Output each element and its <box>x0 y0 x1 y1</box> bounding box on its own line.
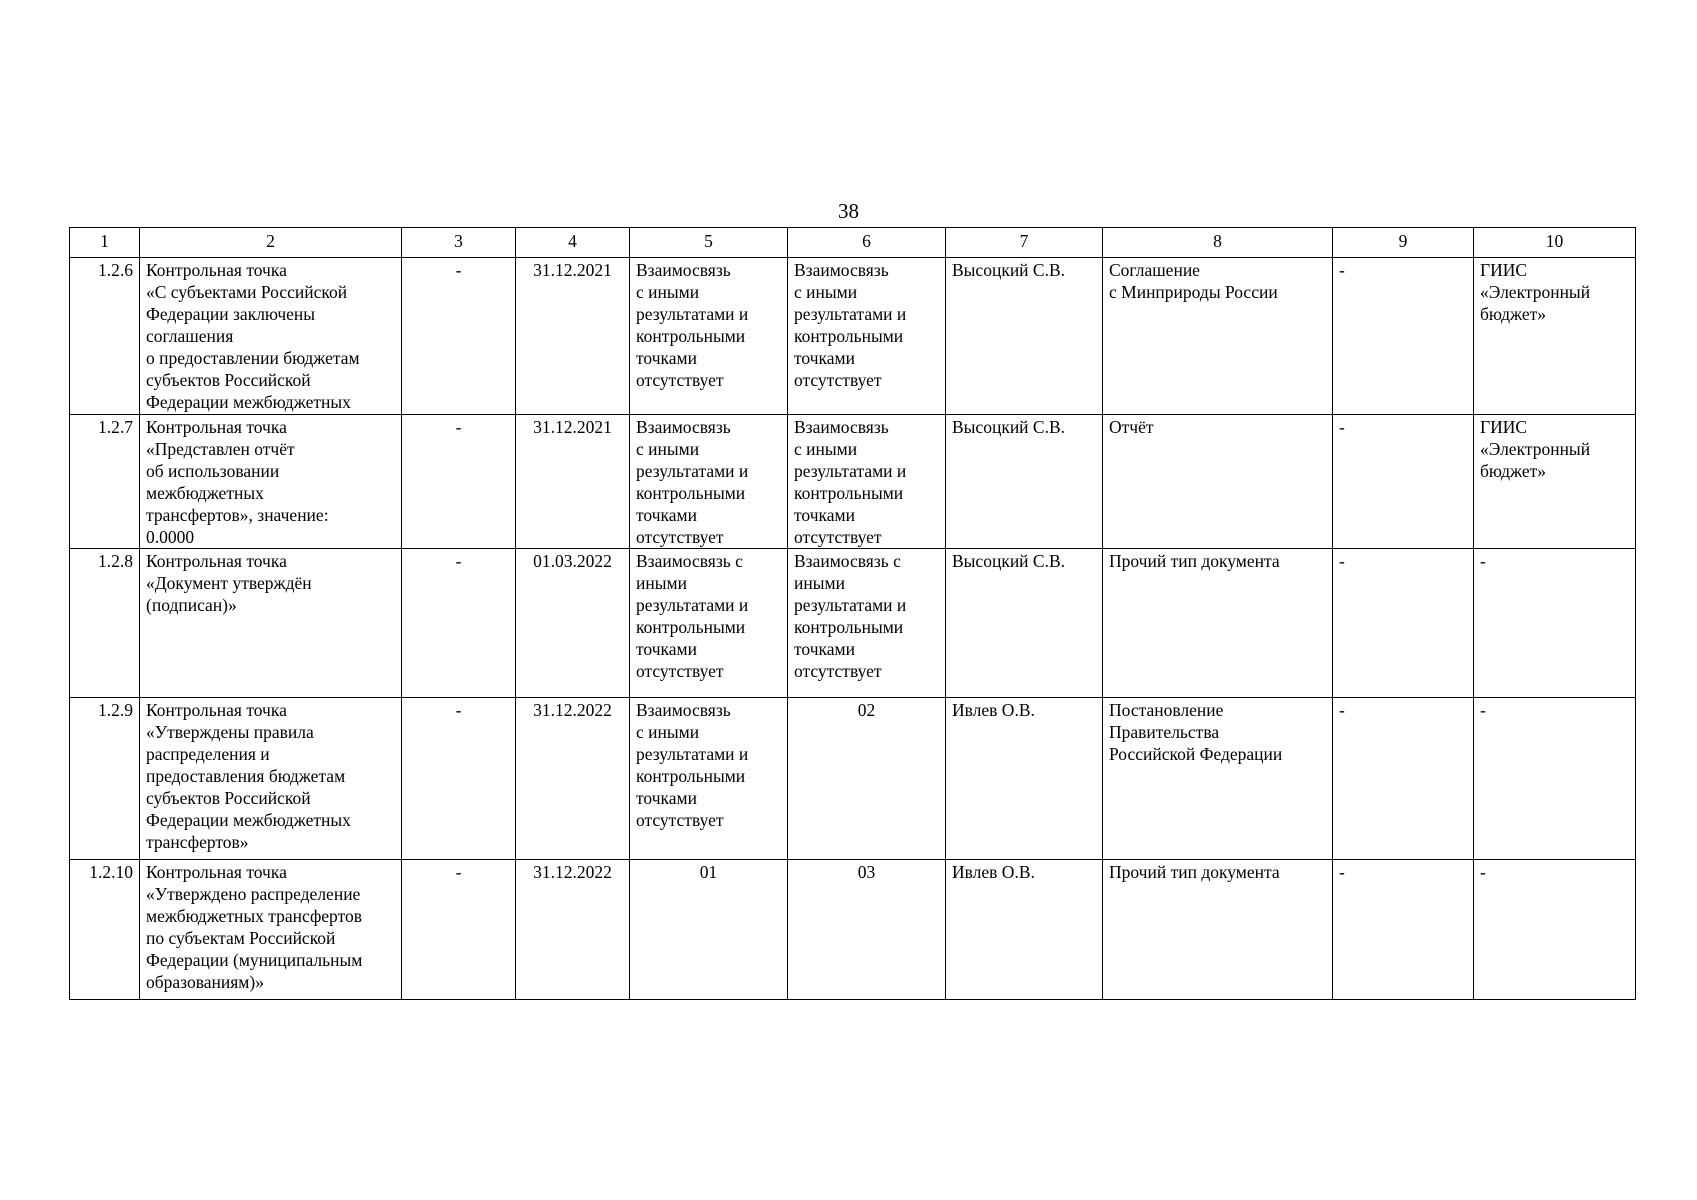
control-point-name: Контрольная точка «Утверждены правила распределения и предоставления бюджетам субъектов Российской Федерации межбюджетных трансфертов» <box>140 698 402 860</box>
document-type: Прочий тип документа <box>1103 549 1333 698</box>
document-type: Отчёт <box>1103 415 1333 549</box>
column-header: 7 <box>946 228 1103 258</box>
column-header: 3 <box>402 228 516 258</box>
table-row <box>70 698 1636 860</box>
row-number: 1.2.6 <box>70 258 140 415</box>
column-6-value: 03 <box>788 860 946 1000</box>
column-6-value: Взаимосвязь с иными результатами и контрольными точками отсутствует <box>788 415 946 549</box>
responsible-person: Ивлев О.В. <box>946 860 1103 1000</box>
control-points-table <box>69 227 1636 1000</box>
control-point-name: Контрольная точка «Представлен отчёт об использовании межбюджетных трансфертов», значение: 0.0000 <box>140 415 402 549</box>
column-3-value: - <box>402 698 516 860</box>
responsible-person: Ивлев О.В. <box>946 698 1103 860</box>
page-number: 38 <box>838 199 859 223</box>
column-9-value: - <box>1333 860 1474 1000</box>
date-cell: 31.12.2022 <box>516 860 630 1000</box>
column-9-value: - <box>1333 698 1474 860</box>
responsible-person: Высоцкий С.В. <box>946 415 1103 549</box>
responsible-person: Высоцкий С.В. <box>946 549 1103 698</box>
row-number: 1.2.7 <box>70 415 140 549</box>
row-number: 1.2.8 <box>70 549 140 698</box>
control-point-name: Контрольная точка «Документ утверждён (подписан)» <box>140 549 402 698</box>
column-header: 5 <box>630 228 788 258</box>
column-5-value: 01 <box>630 860 788 1000</box>
document-type: Постановление Правительства Российской Федерации <box>1103 698 1333 860</box>
table-row <box>70 549 1636 698</box>
column-header: 2 <box>140 228 402 258</box>
row-number: 1.2.10 <box>70 860 140 1000</box>
date-cell: 31.12.2021 <box>516 415 630 549</box>
column-header: 4 <box>516 228 630 258</box>
information-system: - <box>1474 860 1636 1000</box>
date-cell: 31.12.2022 <box>516 698 630 860</box>
information-system: ГИИС «Электронный бюджет» <box>1474 258 1636 415</box>
column-6-value: Взаимосвязь с иными результатами и контрольными точками отсутствует <box>788 549 946 698</box>
column-9-value: - <box>1333 549 1474 698</box>
column-header: 1 <box>70 228 140 258</box>
information-system: - <box>1474 549 1636 698</box>
responsible-person: Высоцкий С.В. <box>946 258 1103 415</box>
document-type: Прочий тип документа <box>1103 860 1333 1000</box>
column-header: 6 <box>788 228 946 258</box>
column-header: 10 <box>1474 228 1636 258</box>
column-5-value: Взаимосвязь с иными результатами и контрольными точками отсутствует <box>630 698 788 860</box>
column-header: 8 <box>1103 228 1333 258</box>
date-cell: 01.03.2022 <box>516 549 630 698</box>
column-5-value: Взаимосвязь с иными результатами и контрольными точками отсутствует <box>630 258 788 415</box>
document-type: Соглашение с Минприроды России <box>1103 258 1333 415</box>
column-3-value: - <box>402 258 516 415</box>
column-3-value: - <box>402 860 516 1000</box>
column-3-value: - <box>402 549 516 698</box>
column-5-value: Взаимосвязь с иными результатами и контрольными точками отсутствует <box>630 415 788 549</box>
information-system: ГИИС «Электронный бюджет» <box>1474 415 1636 549</box>
table-row <box>70 415 1636 549</box>
information-system: - <box>1474 698 1636 860</box>
column-3-value: - <box>402 415 516 549</box>
table-row <box>70 258 1636 415</box>
column-header: 9 <box>1333 228 1474 258</box>
table-header-row <box>70 228 1636 258</box>
column-5-value: Взаимосвязь с иными результатами и контрольными точками отсутствует <box>630 549 788 698</box>
date-cell: 31.12.2021 <box>516 258 630 415</box>
control-point-name: Контрольная точка «Утверждено распределение межбюджетных трансфертов по субъектам Российской Федерации (муниципальным образованиям)» <box>140 860 402 1000</box>
column-6-value: Взаимосвязь с иными результатами и контрольными точками отсутствует <box>788 258 946 415</box>
table-row <box>70 860 1636 1000</box>
column-6-value: 02 <box>788 698 946 860</box>
column-9-value: - <box>1333 258 1474 415</box>
column-9-value: - <box>1333 415 1474 549</box>
control-point-name: Контрольная точка «С субъектами Российской Федерации заключены соглашения о предоставлении бюджетам субъектов Российской Федерации межбюджетных <box>140 258 402 415</box>
row-number: 1.2.9 <box>70 698 140 860</box>
